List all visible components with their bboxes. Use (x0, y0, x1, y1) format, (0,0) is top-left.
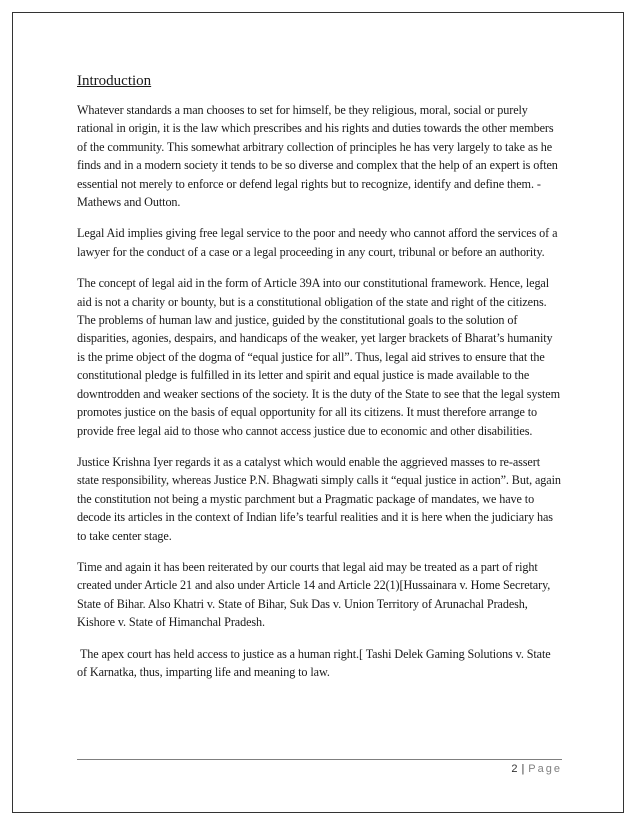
footer-divider (77, 759, 562, 760)
footer-separator: | (521, 763, 525, 775)
paragraph-1: Whatever standards a man chooses to set for himself, be they religious, moral, social or purely rational in origin, it is the law which prescribes and his rights and duties towards the other members of the community. This somewhat arbitrary collection of principles he has very largely to take as he finds and in a modern society it tends to be so diverse and complex that the help of an expert is often essential not merely to enforce or defend legal rights but to recognize, identify and define them. -Mathews and Outton. (77, 103, 558, 210)
page-footer (77, 763, 562, 775)
paragraph-5: Time and again it has been reiterated by our courts that legal aid may be treated as a part of right created under Article 21 and also under Article 14 and Article 22(1)[Hussainara v. Home Secretary, State of Bihar. Also Khatri v. State of Bihar, Suk Das v. Union Territory of Arunachal Pradesh, Kishore v. State of Himanchal Pradesh. (77, 559, 551, 630)
page-word: Page (528, 763, 562, 775)
paragraph-3: The concept of legal aid in the form of Article 39A into our constitutional framework. Hence, legal aid is not a charity or bounty, but is a constitutional obligation of the state and right of the citizens. The problems of human law and justice, guided by the constitutional goals to the solution of disparities, agonies, despairs, and handicaps of the weaker, yet larger brackets of Bharat’s humanity is the prime object of the dogma of “equal justice for all”. Thus, legal aid strives to ensure that the constitutional pledge is fulfilled in its letter and spirit and equal justice is made available to the downtrodden and weaker sections of the society. It is the duty of the State to see that the legal system promotes justice on the basis of equal opportunity for all its citizens. It must therefore arrange to provide free legal aid to those who cannot access justice due to economic and other disabilities. (77, 276, 560, 438)
paragraph-4: Justice Krishna Iyer regards it as a catalyst which would enable the aggrieved masses to re-assert state responsibility, whereas Justice P.N. Bhagwati simply calls it “equal justice in action”. But, again the constitution not being a mystic parchment but a Pragmatic package of mandates, we have to decode its articles in the context of Indian life’s tearful realities and it is here when the judiciary has to take center stage. (77, 454, 561, 543)
paragraph-6: The apex court has held access to justice as a human right.[ Tashi Delek Gaming Solutions v. State of Karnatka, thus, imparting life and meaning to law. (77, 646, 554, 679)
page-number: 2 (511, 763, 518, 775)
paragraph-2: Legal Aid implies giving free legal service to the poor and needy who cannot afford the services of a lawyer for the conduct of a case or a legal proceeding in any court, tribunal or before an authority. (77, 226, 558, 259)
document-body (77, 72, 562, 694)
section-heading: Introduction (77, 73, 152, 89)
